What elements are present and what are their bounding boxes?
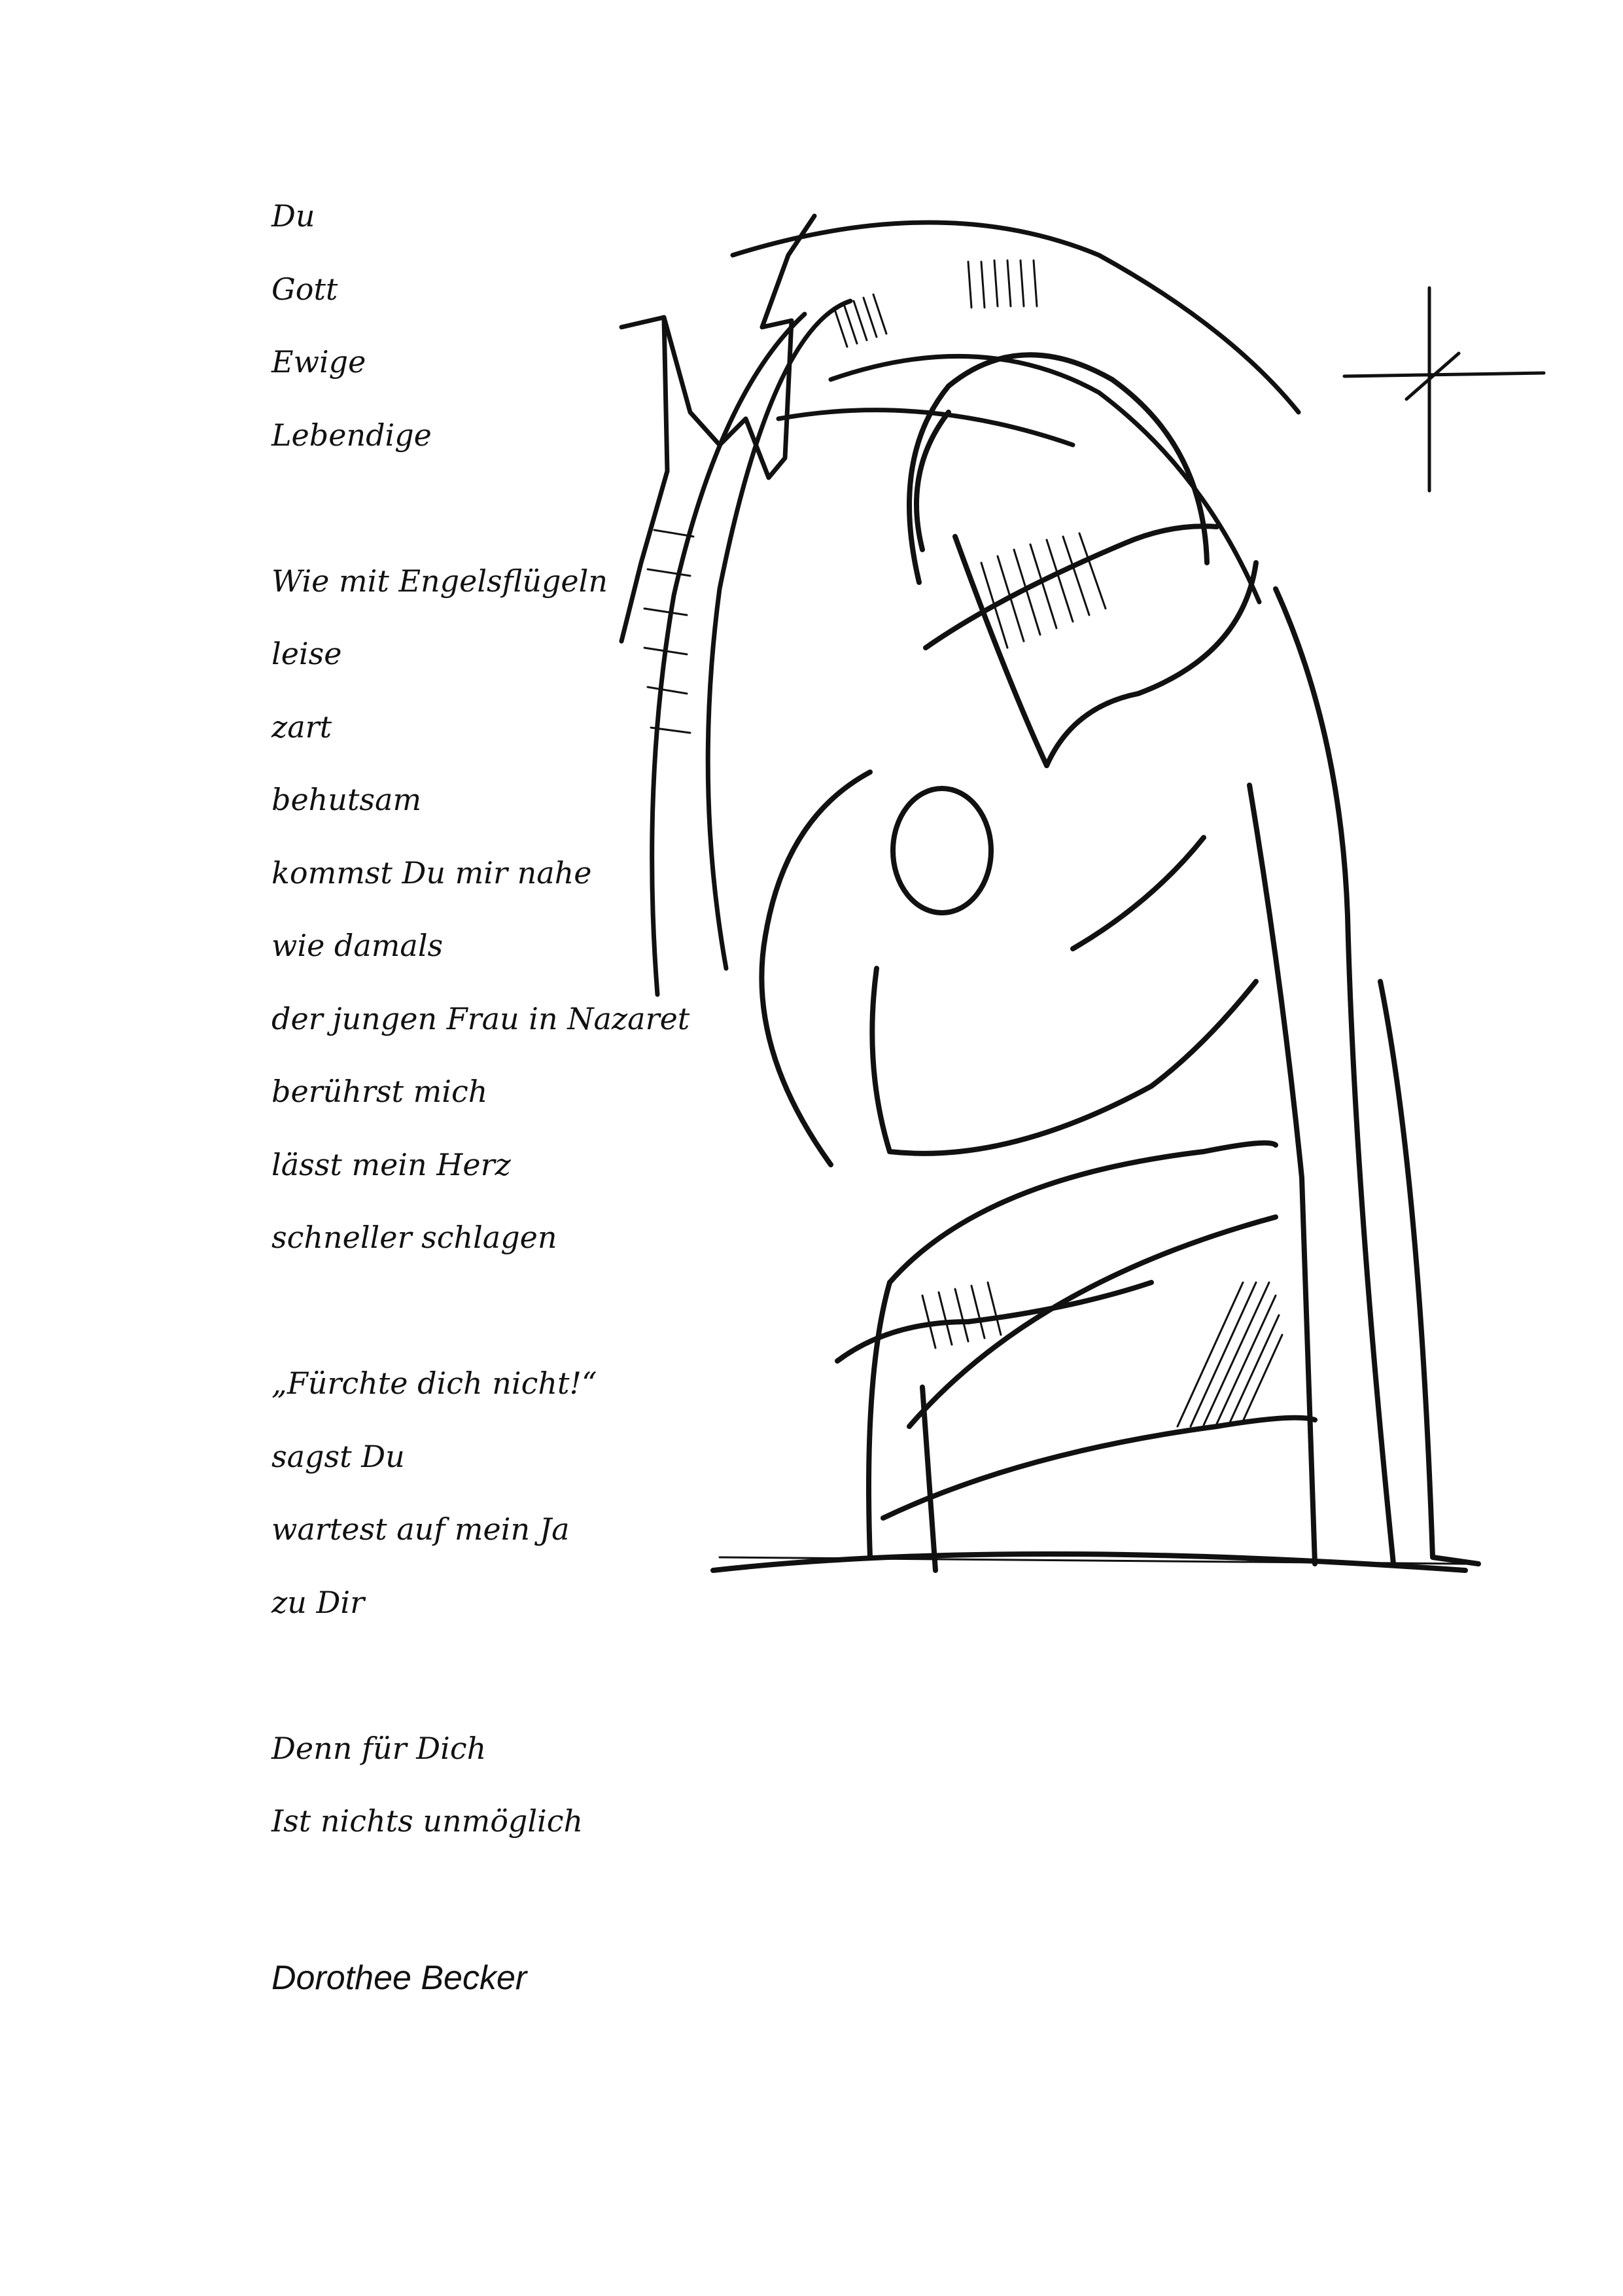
poem-line: behutsam bbox=[271, 782, 422, 817]
poem-line: berührst mich bbox=[271, 1074, 488, 1109]
poem-line: Gott bbox=[271, 271, 338, 307]
poem-line: Ewige bbox=[271, 344, 366, 380]
poem-line: Denn für Dich bbox=[271, 1730, 487, 1766]
madonna-and-child-sketch-icon bbox=[615, 196, 1570, 1623]
poem-line: leise bbox=[271, 636, 342, 671]
poem-line: wartest auf mein Ja bbox=[271, 1511, 570, 1547]
stanza-break bbox=[271, 1655, 860, 1729]
poem-line: wie damals bbox=[271, 928, 444, 963]
poem-line: Ist nichts unmöglich bbox=[271, 1803, 584, 1839]
star-cross-icon bbox=[1344, 288, 1544, 491]
poem-line: zu Dir bbox=[271, 1584, 365, 1620]
poem-line: Wie mit Engelsflügeln bbox=[271, 563, 608, 599]
poem-line: lässt mein Herz bbox=[271, 1146, 511, 1182]
author-signature: Dorothee Becker bbox=[271, 1959, 527, 1997]
poem-line: kommst Du mir nahe bbox=[271, 855, 592, 891]
poem-line: Du bbox=[271, 198, 315, 234]
poem-line: schneller schlagen bbox=[271, 1220, 557, 1255]
poem-line: der jungen Frau in Nazaret bbox=[271, 1000, 690, 1036]
poem-line: zart bbox=[271, 709, 332, 745]
poem-line: „Fürchte dich nicht!“ bbox=[271, 1366, 597, 1401]
poem-line: Lebendige bbox=[271, 417, 432, 453]
poem-line: sagst Du bbox=[271, 1438, 405, 1474]
